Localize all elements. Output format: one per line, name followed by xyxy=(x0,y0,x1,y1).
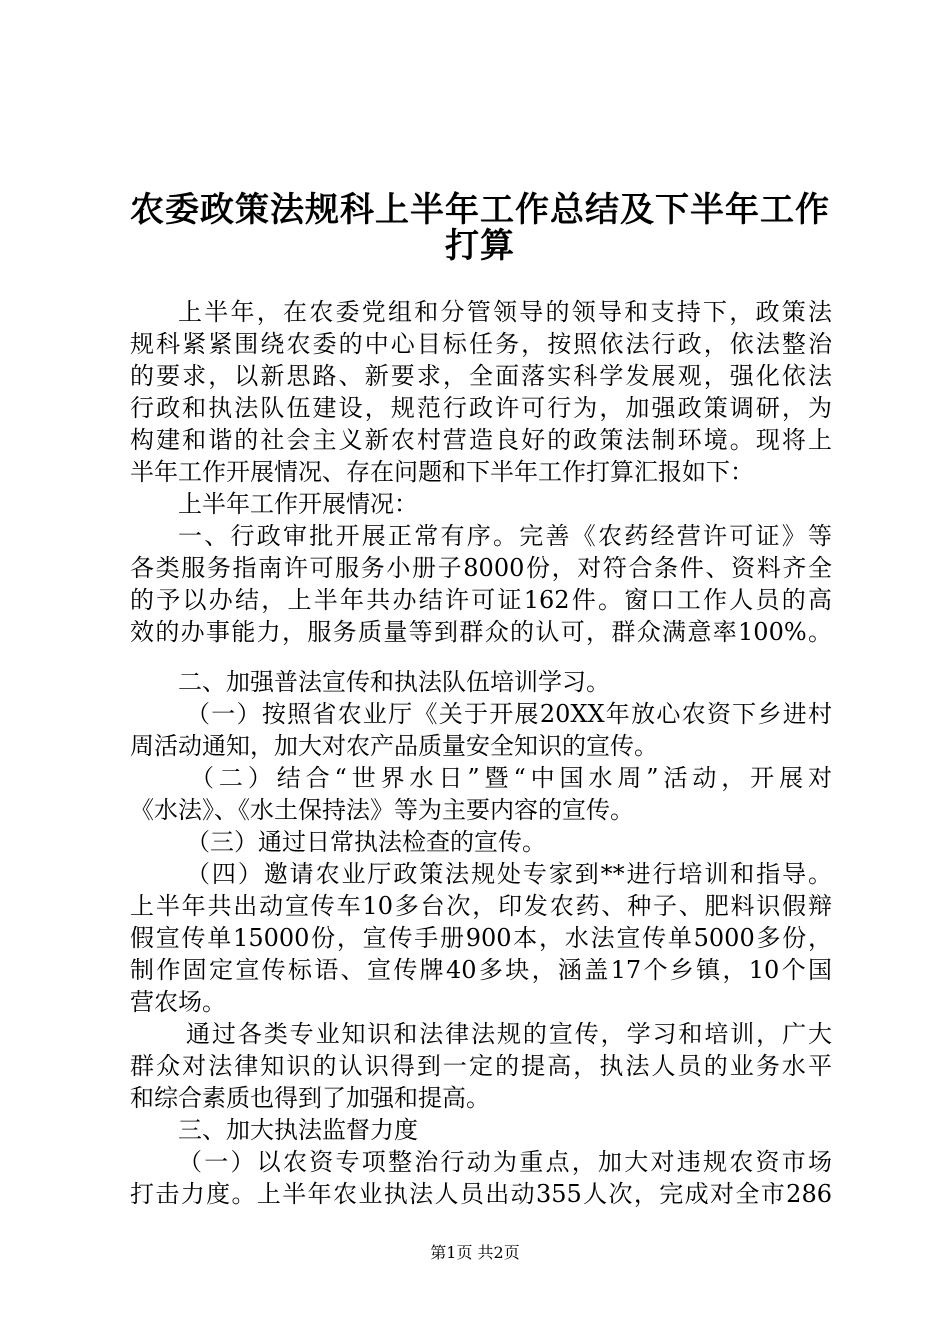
section-heading: 上半年工作开展情况： xyxy=(178,490,418,518)
body-line: （一）以农资专项整治行动为重点，加大对违规农资市场 xyxy=(178,1148,832,1176)
body-line: 一、行政审批开展正常有序。完善《农药经营许可证》等 xyxy=(178,522,832,550)
body-line: 各类服务指南许可服务小册子8000份，对符合条件、资料齐全 xyxy=(130,554,832,582)
body-line: 效的办事能力，服务质量等到群众的认可，群众满意率100%。 xyxy=(130,618,832,646)
body-line: 上半年共出动宣传车10多台次，印发农药、种子、肥料识假辩 xyxy=(130,892,832,920)
body-line: 和综合素质也得到了加强和提高。 xyxy=(130,1084,490,1112)
body-line: （二）结合“世界水日”暨“中国水周”活动，开展对 xyxy=(190,764,832,792)
body-line: 打击力度。上半年农业执法人员出动355人次，完成对全市286 xyxy=(130,1180,832,1208)
body-line: 行政和执法队伍建设，规范行政许可行为，加强政策调研，为 xyxy=(130,394,832,422)
body-line: 的予以办结，上半年共办结许可证162件。窗口工作人员的高 xyxy=(130,586,832,614)
body-line: 假宣传单15000份，宣传手册900本，水法宣传单5000多份， xyxy=(130,924,832,952)
body-line: 规科紧紧围绕农委的中心目标任务，按照依法行政，依法整治 xyxy=(130,330,832,358)
body-line: 半年工作开展情况、存在问题和下半年工作打算汇报如下： xyxy=(130,458,754,486)
body-line: （四）邀请农业厅政策法规处专家到**进行培训和指导。 xyxy=(186,860,832,888)
document-title-line-1: 农委政策法规科上半年工作总结及下半年工作 xyxy=(130,190,830,230)
body-line: 通过各类专业知识和法律法规的宣传，学习和培训，广大 xyxy=(186,1020,832,1048)
body-line: 群众对法律知识的认识得到一定的提高，执法人员的业务水平 xyxy=(130,1052,832,1080)
document-title-line-2: 打算 xyxy=(445,226,515,266)
body-line: 上半年，在农委党组和分管领导的领导和支持下，政策法 xyxy=(178,298,832,326)
page-number: 第1页 共2页 xyxy=(430,1243,520,1262)
body-line: 《水法》、《水土保持法》等为主要内容的宣传。 xyxy=(130,796,634,824)
body-line: 构建和谐的社会主义新农村营造良好的政策法制环境。现将上 xyxy=(130,426,832,454)
body-line: 的要求，以新思路、新要求，全面落实科学发展观，强化依法 xyxy=(130,362,832,390)
body-line: （三）通过日常执法检查的宣传。 xyxy=(186,828,546,856)
section-heading: 二、加强普法宣传和执法队伍培训学习。 xyxy=(178,668,610,696)
body-line: 制作固定宣传标语、宣传牌40多块，涵盖17个乡镇，10个国 xyxy=(130,956,832,984)
section-heading: 三、加大执法监督力度 xyxy=(178,1116,418,1144)
body-line: 周活动通知，加大对农产品质量安全知识的宣传。 xyxy=(130,732,658,760)
body-line: 营农场。 xyxy=(130,988,226,1016)
body-line: （一）按照省农业厅《关于开展20XX年放心农资下乡进村 xyxy=(186,700,832,728)
